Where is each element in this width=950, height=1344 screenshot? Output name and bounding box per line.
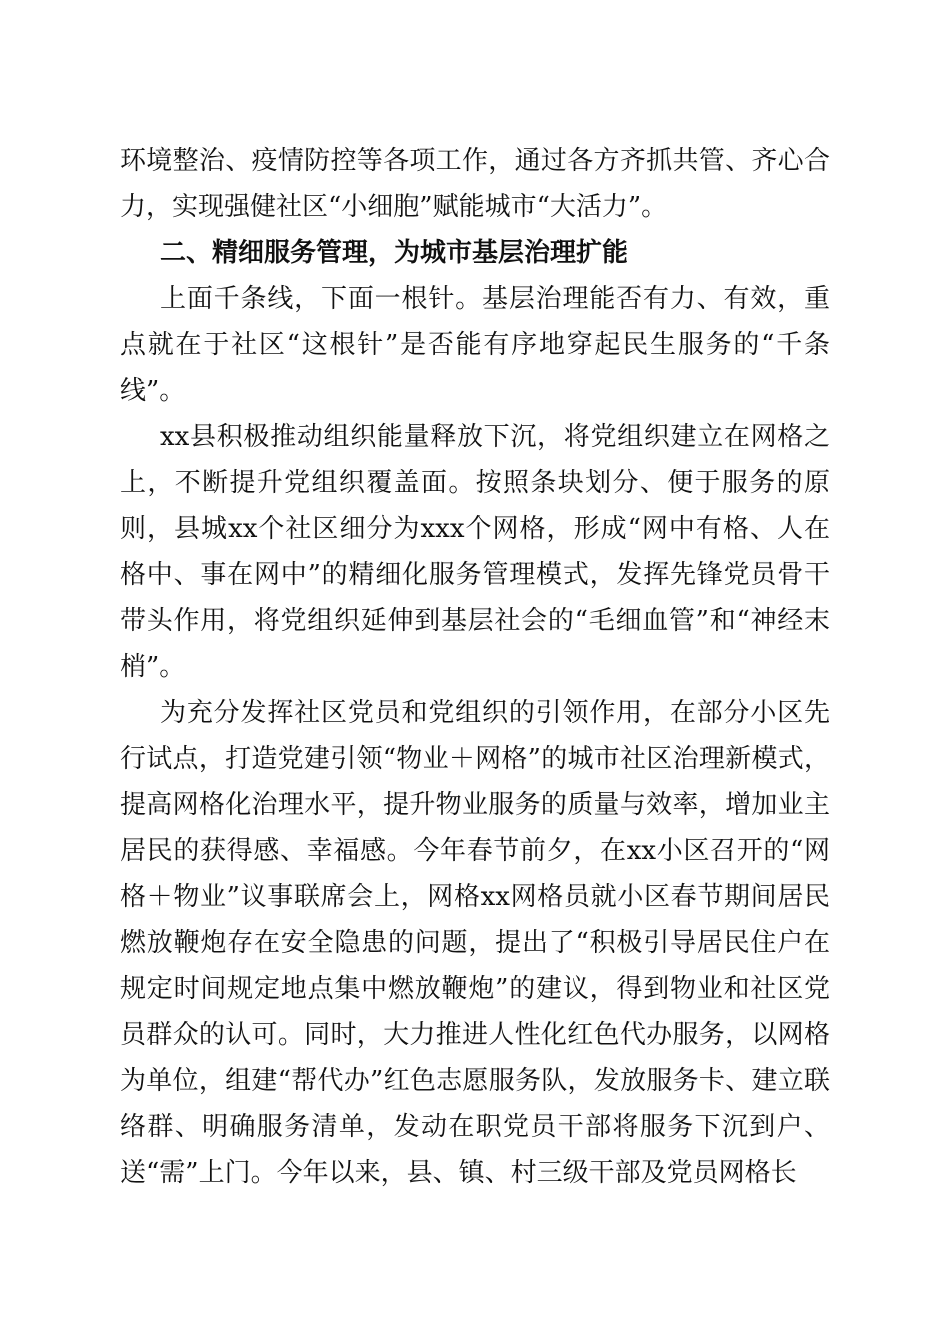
paragraph-continuation: 环境整治、疫情防控等各项工作，通过各方齐抓共管、齐心合力，实现强健社区“小细胞”赋能城市“大活力”。 xyxy=(120,146,830,222)
paragraph-property-grid-model: 为充分发挥社区党员和党组织的引领作用，在部分小区先行试点，打造党建引领“物业＋网格”的城市社区治理新模式，提高网格化治理水平，提升物业服务的质量与效率，增加业主居民的获得感、幸福感。今年春节前夕，在xx小区召开的“网格＋物业”议事联席会上，网格xx网格员就小区春节期间居民燃放鞭炮存在安全隐患的问题，提出了“积极引导居民住户在规定时间规定地点集中燃放鞭炮”的建议，得到物业和社区党员群众的认可。同时，大力推进人性化红色代办服务，以网格为单位，组建“帮代办”红色志愿服务队，发放服务卡、建立联络群、明确服务清单，发动在职党员干部将服务下沉到户、送“需”上门。今年以来，县、镇、村三级干部及党员网格长 xyxy=(120,698,830,1188)
paragraph-grid-organization: xx县积极推动组织能量释放下沉，将党组织建立在网格之上，不断提升党组织覆盖面。按照条块划分、便于服务的原则，县城xx个社区细分为xxx个网格，形成“网中有格、人在格中、事在网中”的精细化服务管理模式，发挥先锋党员骨干带头作用，将党组织延伸到基层社会的“毛细血管”和“神经末梢”。 xyxy=(120,422,830,682)
paragraph-intro: 上面千条线，下面一根针。基层治理能否有力、有效，重点就在于社区“这根针”是否能有序地穿起民生服务的“千条线”。 xyxy=(120,284,830,406)
section-heading: 二、精细服务管理，为城市基层治理扩能 xyxy=(160,238,629,268)
document-body xyxy=(120,138,830,1196)
